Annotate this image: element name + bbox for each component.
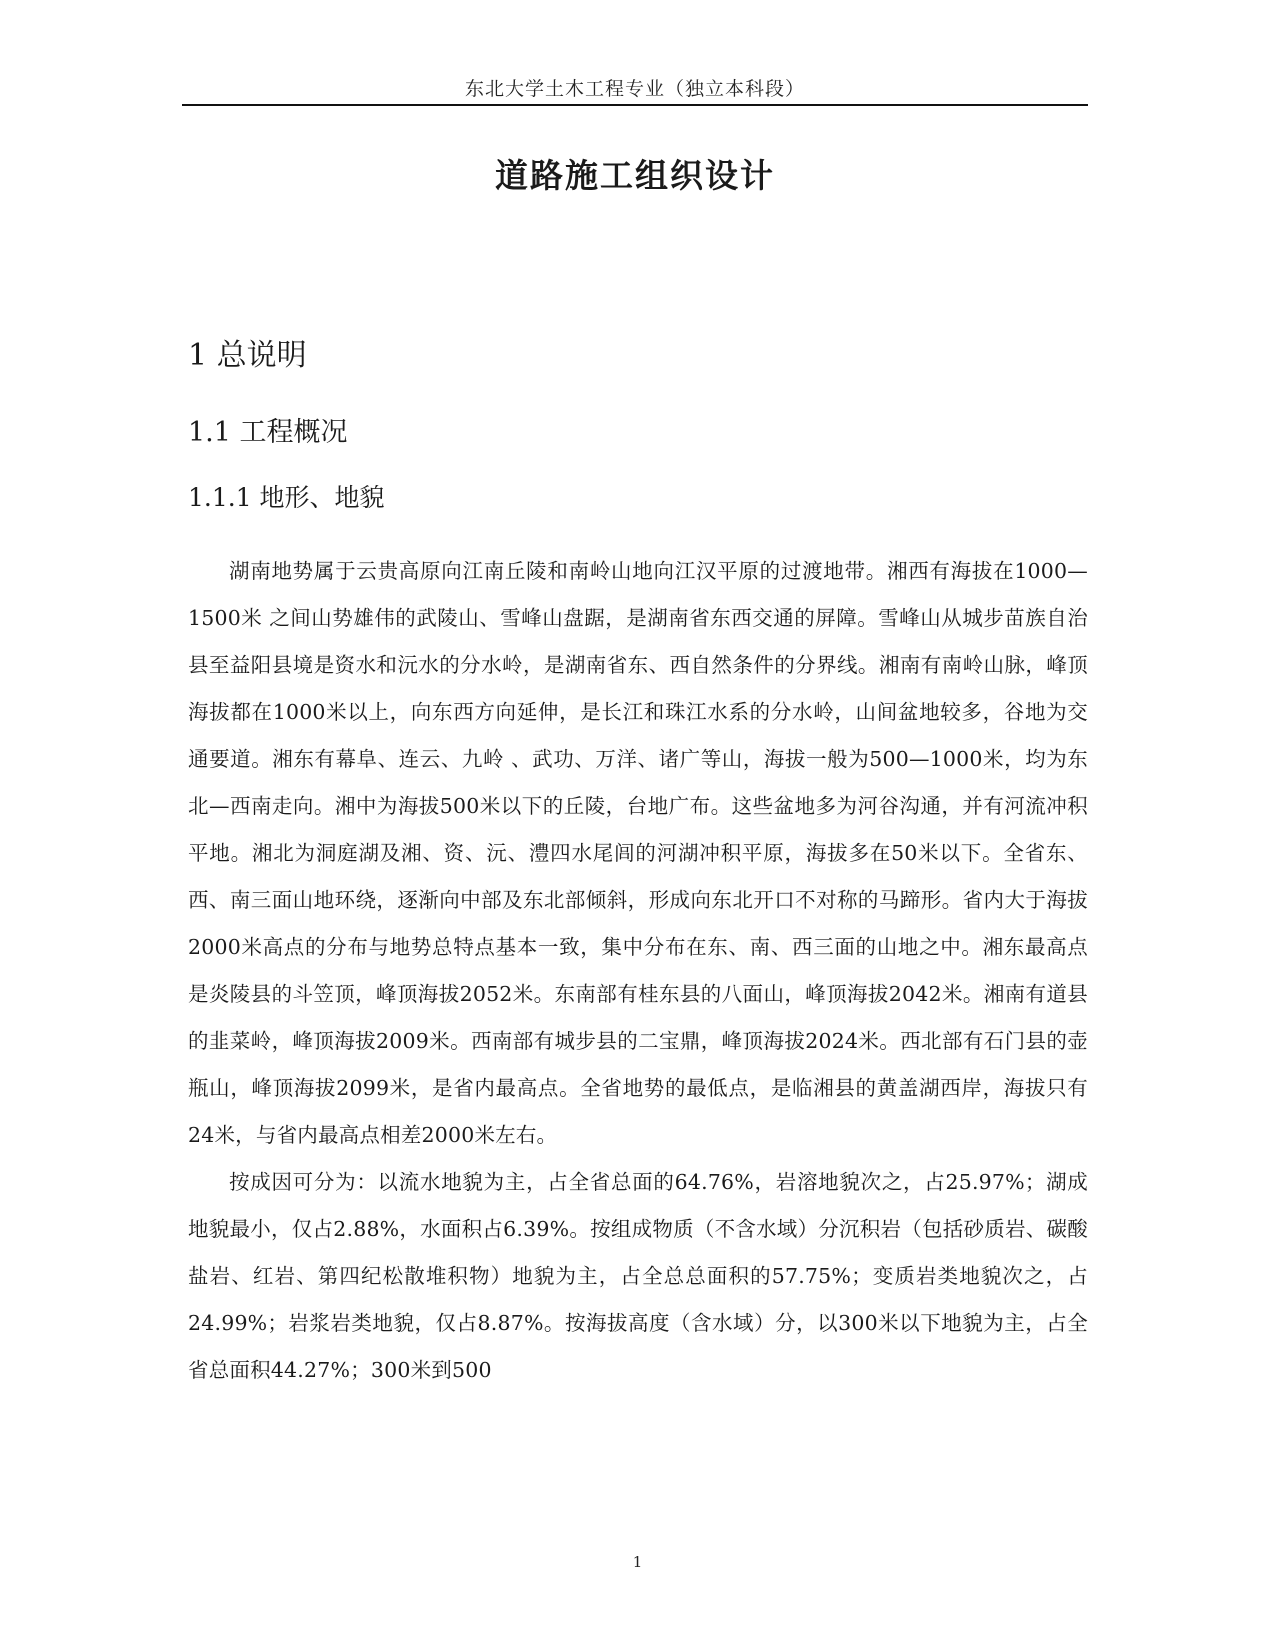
- paragraph-landform-classification: 按成因可分为：以流水地貌为主，占全省总面的64.76%，岩溶地貌次之，占25.97%；湖成地貌最小，仅占2.88%，水面积占6.39%。按组成物质（不含水域）分沉积岩（包括砂质岩、碳酸盐岩、红岩、第四纪松散堆积物）地貌为主，占全总总面积的57.75%；变质岩类地貌次之，占24.99%；岩浆岩类地貌，仅占8.87%。按海拔高度（含水域）分，以300米以下地貌为主，占全省总面积44.27%；300米到500: [188, 1170, 1088, 1382]
- header-rule: [182, 104, 1088, 106]
- running-header: 东北大学土木工程专业（独立本科段）: [464, 78, 805, 100]
- section-heading-1: 1 总说明: [188, 338, 307, 373]
- paragraph-terrain-overview: 湖南地势属于云贵高原向江南丘陵和南岭山地向江汉平原的过渡地带。湘西有海拔在1000—1500米 之间山势雄伟的武陵山、雪峰山盘踞，是湖南省东西交通的屏障。雪峰山从城步苗族自治县至益阳县境是资水和沅水的分水岭，是湖南省东、西自然条件的分界线。湘南有南岭山脉，峰顶海拔都在1000米以上，向东西方向延伸，是长江和珠江水系的分水岭，山间盆地较多，谷地为交通要道。湘东有幕阜、连云、九岭 、武功、万洋、诸广等山，海拔一般为500—1000米，均为东北—西南走向。湘中为海拔500米以下的丘陵，台地广布。这些盆地多为河谷沟通，并有河流冲积平地。湘北为洞庭湖及湘、资、沅、澧四水尾闾的河湖冲积平原，海拔多在50米以下。全省东、西、南三面山地环绕，逐渐向中部及东北部倾斜，形成向东北开口不对称的马蹄形。省内大于海拔2000米高点的分布与地势总特点基本一致，集中分布在东、南、西三面的山地之中。湘东最高点是炎陵县的斗笠顶，峰顶海拔2052米。东南部有桂东县的八面山，峰顶海拔2042米。湘南有道县的韭菜岭，峰顶海拔2009米。西南部有城步县的二宝鼎，峰顶海拔2024米。西北部有石门县的壶瓶山，峰顶海拔2099米，是省内最高点。全省地势的最低点，是临湘县的黄盖湖西岸，海拔只有24米，与省内最高点相差2000米左右。: [188, 559, 1088, 1147]
- section-heading-1-1-1: 1.1.1 地形、地貌: [188, 483, 385, 512]
- document-title: 道路施工组织设计: [495, 156, 775, 195]
- section-heading-1-1: 1.1 工程概况: [188, 417, 348, 448]
- page-number: 1: [632, 1553, 643, 1571]
- body-text: [188, 548, 1088, 1394]
